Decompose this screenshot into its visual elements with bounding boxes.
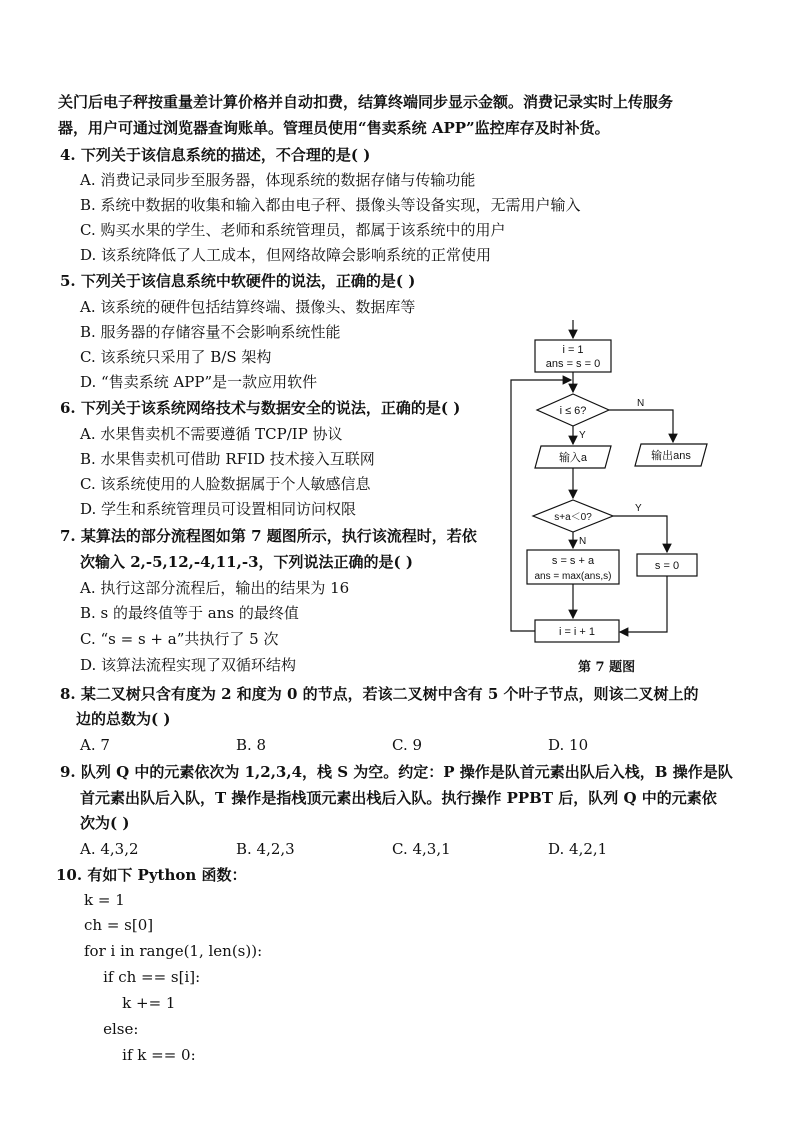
code-line-5: k += 1 (84, 994, 176, 1012)
q5-option-c: C. 该系统只采用了 B/S 架构 (80, 348, 272, 366)
code-line-3: for i in range(1, len(s)): (84, 942, 263, 960)
q9-option-d: D. 4,2,1 (548, 840, 608, 858)
flow-input-text: 输入a (558, 452, 588, 464)
flow-process-line-1: s = s + a (551, 555, 595, 567)
intro-line-2: 器，用户可通过浏览器查询账单。管理员使用“售卖系统 APP”监控库存及时补货。 (58, 119, 610, 137)
q8-option-b: B. 8 (236, 736, 267, 754)
q8-option-c: C. 9 (392, 736, 423, 754)
flow-arrow-reset (620, 576, 667, 632)
flow-label-loop-no: N (637, 398, 645, 409)
flow-label-neg-no: N (579, 536, 587, 547)
q7-figure-caption: 第 7 题图 (578, 660, 636, 675)
q5-option-a: A. 该系统的硬件包括结算终端、摄像头、数据库等 (80, 298, 416, 316)
q5-option-b: B. 服务器的存储容量不会影响系统性能 (80, 323, 341, 341)
code-line-2: ch = s[0] (84, 916, 154, 934)
q6-option-c: C. 该系统使用的人脸数据属于个人敏感信息 (80, 475, 371, 493)
q4-option-b: B. 系统中数据的收集和输入都由电子秤、摄像头等设备实现，无需用户输入 (80, 196, 581, 214)
q4-option-c: C. 购买水果的学生、老师和系统管理员，都属于该系统中的用户 (80, 221, 506, 239)
q5-option-d: D. “售卖系统 APP”是一款应用软件 (80, 373, 318, 391)
q9-stem-line-3: 次为( ) (80, 814, 130, 832)
q7-option-a: A. 执行这部分流程后，输出的结果为 16 (80, 579, 350, 597)
code-line-7: if k == 0: (84, 1046, 196, 1064)
q6-option-b: B. 水果售卖机可借助 RFID 技术接入互联网 (80, 450, 375, 468)
flow-label-neg-yes: Y (635, 503, 642, 514)
q6-stem: 6. 下列关于该系统网络技术与数据安全的说法，正确的是( ) (60, 399, 461, 417)
q8-stem-line-2: 边的总数为( ) (76, 710, 171, 728)
q8-option-d: D. 10 (548, 736, 589, 754)
q4-stem: 4. 下列关于该信息系统的描述，不合理的是( ) (60, 146, 371, 164)
q8-option-a: A. 7 (80, 736, 110, 754)
q4-option-a: A. 消费记录同步至服务器，体现系统的数据存储与传输功能 (80, 171, 476, 189)
q7-option-d: D. 该算法流程实现了双循环结构 (80, 656, 297, 674)
flow-cond-loop-text: i ≤ 6? (559, 405, 587, 417)
flow-init-line-2: ans = s = 0 (545, 358, 601, 370)
q7-stem-line-2: 次输入 2,-5,12,-4,11,-3，下列说法正确的是( ) (80, 553, 413, 571)
flow-output-text: 输出ans (651, 450, 691, 462)
intro-line-1: 关门后电子秤按重量差计算价格并自动扣费，结算终端同步显示金额。消费记录实时上传服务 (58, 93, 674, 111)
flow-init-line-1: i = 1 (562, 344, 584, 356)
q9-option-b: B. 4,2,3 (236, 840, 295, 858)
q5-stem: 5. 下列关于该信息系统中软硬件的说法，正确的是( ) (60, 272, 416, 290)
q7-flowchart (505, 318, 717, 648)
q8-stem-line-1: 8. 某二叉树只含有度为 2 和度为 0 的节点，若该二叉树中含有 5 个叶子节点，则该二叉树上的 (60, 685, 699, 703)
flow-cond-neg-text: s+a＜0? (554, 512, 592, 523)
flow-arrow-neg-yes (613, 516, 667, 552)
flow-process-line-2: ans = max(ans,s) (534, 571, 612, 582)
q7-stem-line-1: 7. 某算法的部分流程图如第 7 题图所示，执行该流程时，若依 (60, 527, 477, 545)
flow-increment-text: i = i + 1 (558, 626, 596, 638)
code-line-1: k = 1 (84, 891, 125, 909)
q7-option-c: C. “s = s + a”共执行了 5 次 (80, 630, 279, 648)
flow-label-loop-yes: Y (579, 430, 586, 441)
flow-arrow-loop-no (609, 410, 673, 442)
code-line-4: if ch == s[i]: (84, 968, 201, 986)
q9-option-c: C. 4,3,1 (392, 840, 451, 858)
q9-stem-line-2: 首元素出队后入队，T 操作是指栈顶元素出栈后入队。执行操作 PPBT 后，队列 Q 中的元素依 (80, 789, 717, 807)
q9-stem-line-1: 9. 队列 Q 中的元素依次为 1,2,3,4，栈 S 为空。约定：P 操作是队首元素出队后入栈，B 操作是队 (60, 763, 733, 781)
q6-option-d: D. 学生和系统管理员可设置相同访问权限 (80, 500, 357, 518)
q10-stem: 10. 有如下 Python 函数： (56, 866, 247, 884)
q6-option-a: A. 水果售卖机不需要遵循 TCP/IP 协议 (80, 425, 343, 443)
q9-option-a: A. 4,3,2 (80, 840, 139, 858)
code-line-6: else: (84, 1020, 139, 1038)
q4-option-d: D. 该系统降低了人工成本，但网络故障会影响系统的正常使用 (80, 246, 492, 264)
flow-reset-text: s = 0 (654, 560, 680, 572)
q7-option-b: B. s 的最终值等于 ans 的最终值 (80, 604, 299, 622)
